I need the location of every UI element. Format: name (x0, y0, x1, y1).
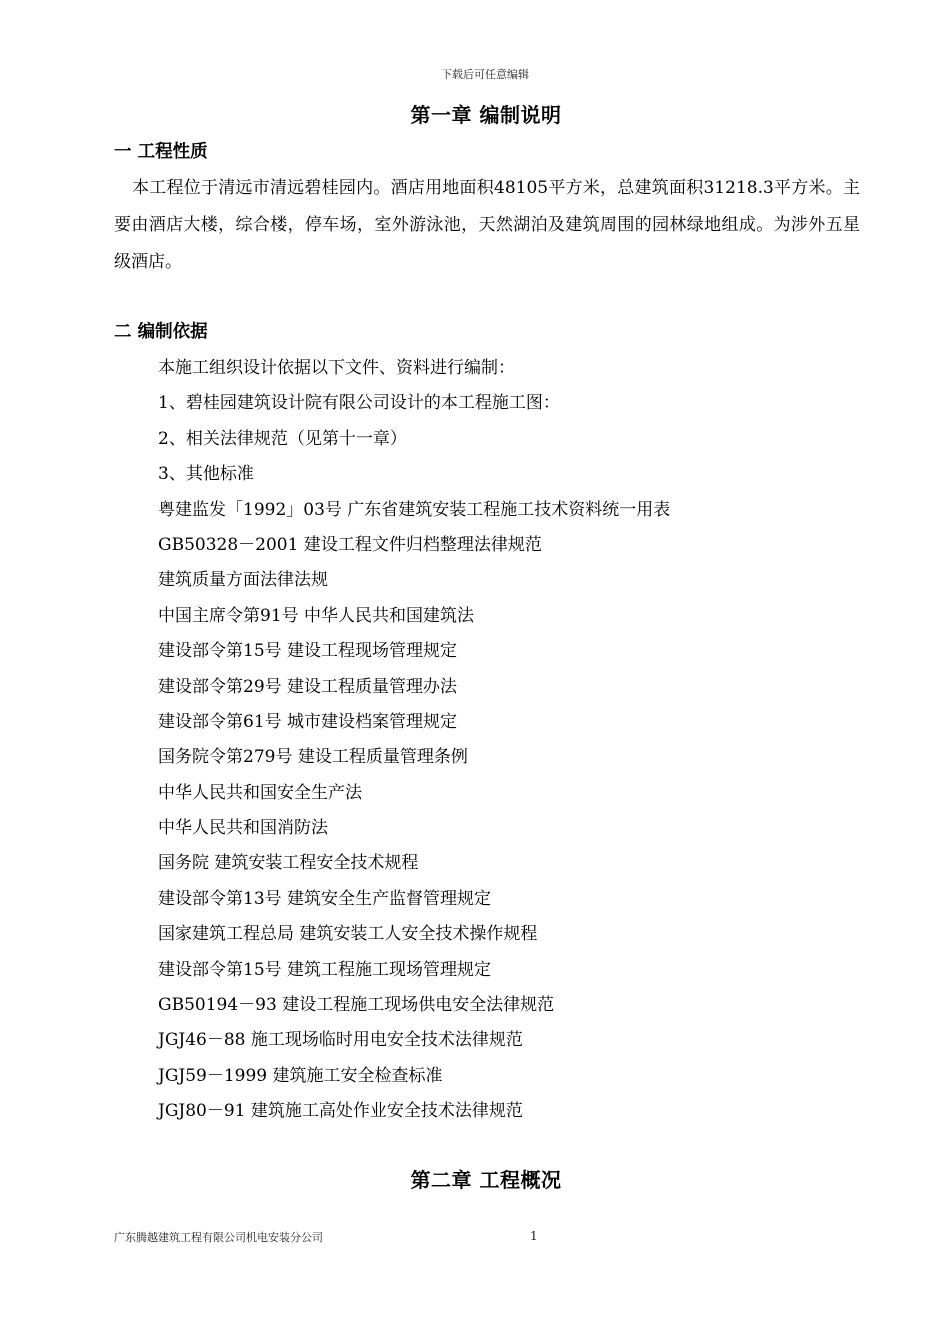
list-item: GB50194－93 建设工程施工现场供电安全法律规范 (158, 995, 555, 1016)
list-item: JGJ59－1999 建筑施工安全检查标准 (158, 1065, 443, 1086)
list-item: 国务院 建筑安装工程安全技术规程 (158, 853, 419, 874)
list-item: 建设部令第61号 城市建设档案管理规定 (158, 711, 458, 732)
list-item: 2、相关法律规范（见第十一章） (158, 428, 407, 449)
list-item: 粤建监发「1992」03号 广东省建筑安装工程施工技术资料统一用表 (158, 499, 671, 520)
list-item: 建设部令第13号 建筑安全生产监督管理规定 (158, 888, 492, 909)
header-note: 下载后可任意编辑 (441, 68, 529, 81)
list-item: 国务院令第279号 建设工程质量管理条例 (158, 747, 468, 768)
list-item: 建筑质量方面法律法规 (158, 570, 328, 591)
list-item: 3、其他标准 (158, 464, 254, 485)
list-item: 国家建筑工程总局 建筑安装工人安全技术操作规程 (158, 924, 538, 945)
list-item: 建设部令第15号 建筑工程施工现场管理规定 (158, 959, 492, 980)
page-number: 1 (530, 1229, 538, 1243)
basis-list (158, 351, 878, 1130)
list-item: 本施工组织设计依据以下文件、资料进行编制： (158, 358, 515, 378)
section-heading-basis: 二 编制依据 (114, 322, 208, 342)
footer-company: 广东腾越建筑工程有限公司机电安装分公司 (114, 1231, 323, 1244)
section-heading-nature: 一 工程性质 (114, 142, 208, 162)
list-item: 中华人民共和国安全生产法 (158, 782, 362, 803)
chapter-title: 第一章 编制说明 (410, 103, 562, 127)
list-item: 中国主席令第91号 中华人民共和国建筑法 (158, 605, 475, 626)
list-item: 建设部令第15号 建设工程现场管理规定 (158, 641, 458, 662)
list-item: 建设部令第29号 建设工程质量管理办法 (158, 676, 458, 697)
list-item: 中华人民共和国消防法 (158, 818, 328, 839)
list-item: JGJ46－88 施工现场临时用电安全技术法律规范 (158, 1030, 523, 1051)
list-item: JGJ80－91 建筑施工高处作业安全技术法律规范 (158, 1101, 523, 1122)
list-item: GB50328－2001 建设工程文件归档整理法律规范 (158, 534, 542, 555)
list-item: 1、碧桂园建筑设计院有限公司设计的本工程施工图： (158, 393, 560, 414)
project-nature-paragraph: 本工程位于清远市清远碧桂园内。酒店用地面积48105平方米，总建筑面积31218.3平方米。主要由酒店大楼，综合楼，停车场，室外游泳池，天然湖泊及建筑周围的园林绿地组成。为涉外五星级酒店。 (114, 178, 860, 272)
chapter-title: 第二章 工程概况 (410, 1168, 562, 1192)
